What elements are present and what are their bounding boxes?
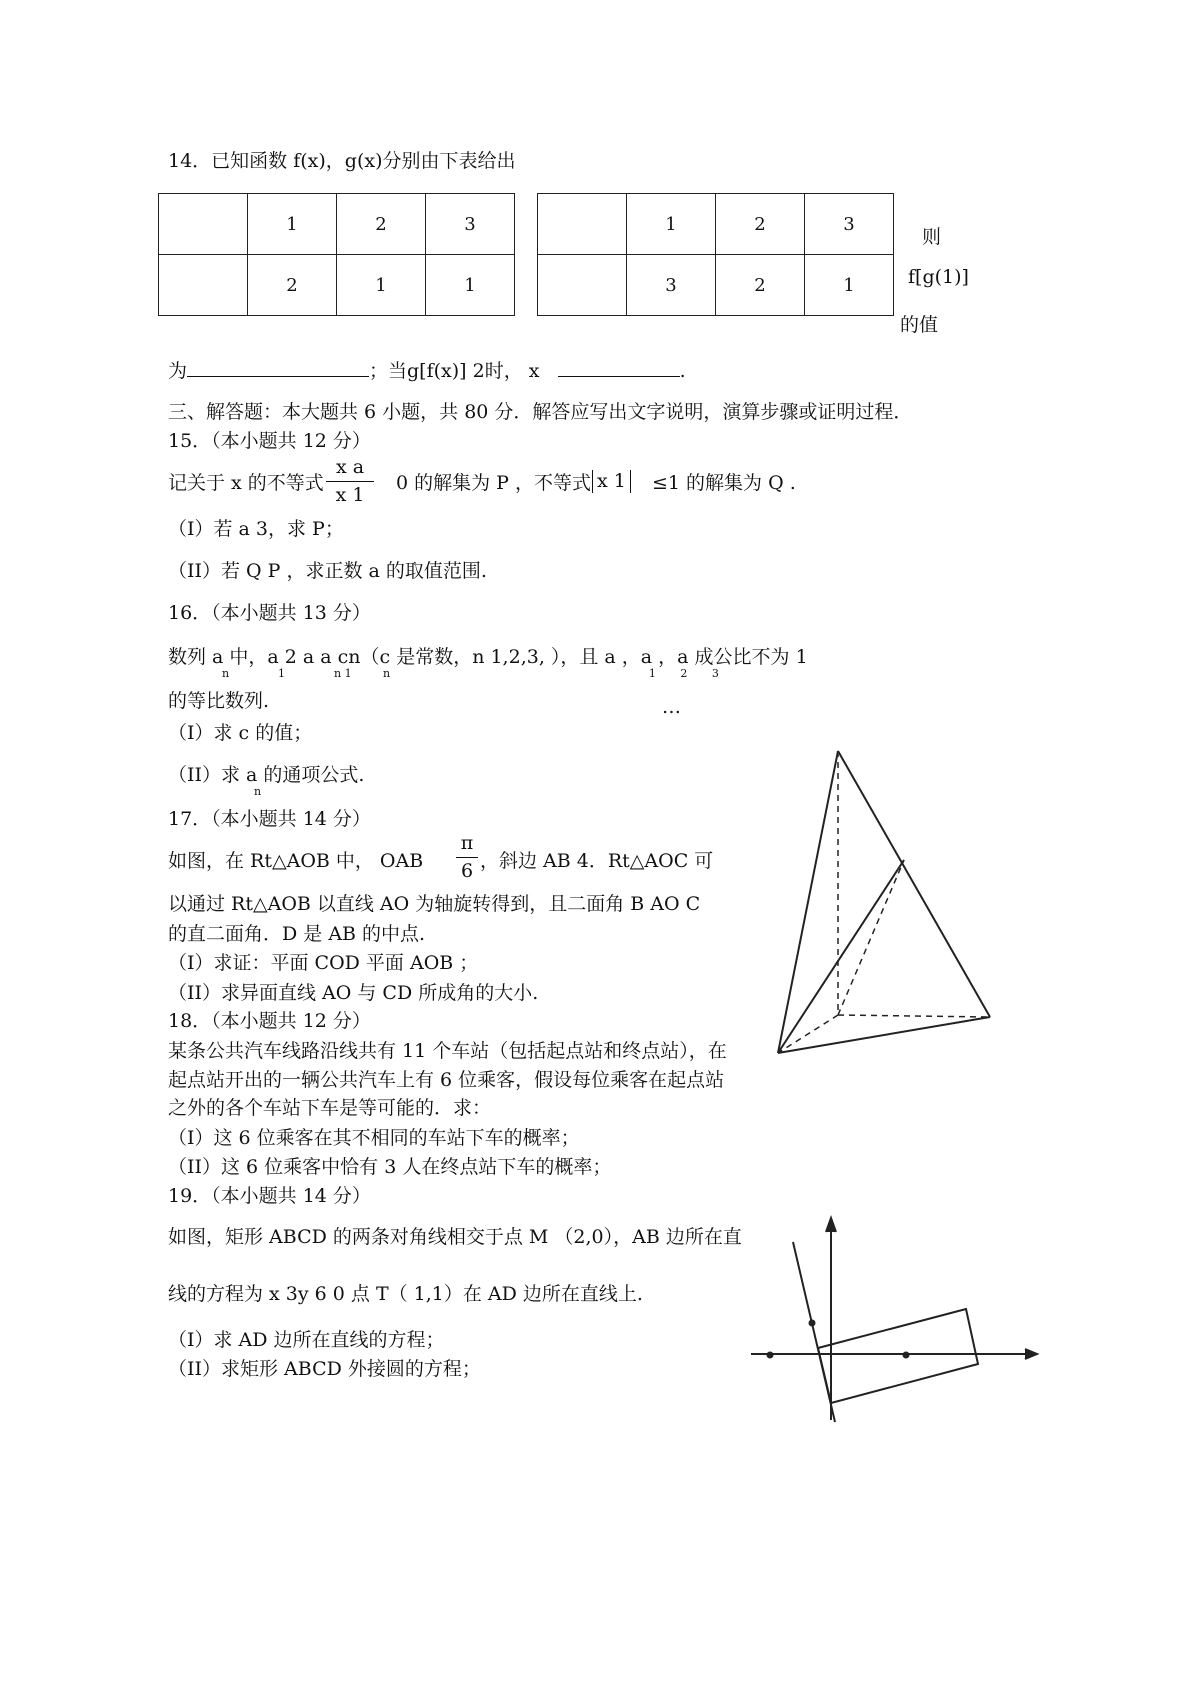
x-axis-arrow-icon — [1025, 1349, 1037, 1359]
y-axis-arrow-icon — [826, 1218, 836, 1232]
rectangle-shape — [818, 1309, 978, 1403]
table-cell: 1 — [805, 255, 894, 316]
q17-part2: （II）求异面直线 AO 与 CD 所成角的大小. — [168, 982, 539, 1004]
point-marker — [809, 1320, 816, 1327]
section-3-heading: 三、解答题：本大题共 6 小题，共 80 分．解答应写出文字说明，演算步骤或证明过程． — [168, 401, 913, 423]
q17-line3: 的直二面角．D 是 AB 的中点. — [168, 923, 426, 945]
q19-head: 19．（本小题共 14 分） — [168, 1185, 371, 1207]
q18-line1: 某条公共汽车线路沿线共有 11 个车站（包括起点站和终点站），在 — [168, 1040, 727, 1062]
q14-side-expr: f[g(1)] — [908, 266, 969, 288]
table-cell — [538, 194, 627, 255]
q14-side-dezhi: 的值 — [900, 314, 939, 336]
q15-fraction — [326, 458, 374, 505]
q17-line1-b: ，斜边 AB 4．Rt△AOC 可 — [480, 850, 714, 872]
q15-part2: （II）若 Q P ，求正数 a 的取值范围. — [168, 560, 487, 582]
table-cell: 1 — [426, 255, 515, 316]
table-g — [537, 193, 894, 316]
q17-pi-fraction — [456, 834, 478, 881]
q14-stem: 14．已知函数 f(x)，g(x)分别由下表给出 — [168, 150, 516, 172]
q14-end: . — [679, 360, 686, 382]
table-cell: 1 — [337, 255, 426, 316]
q16-part2: （II）求 a 的通项公式. — [168, 764, 365, 786]
q14-answer-line — [168, 358, 686, 381]
q16-ellipsis: … — [662, 696, 681, 718]
q18-part2: （II）这 6 位乘客中恰有 3 人在终点站下车的概率； — [168, 1156, 612, 1178]
table-cell: 2 — [716, 255, 805, 316]
q16-line1: 数列 a 中，a 2 a a cn（c 是常数，n 1,2,3, ），且 a ，a ，a 成公比不为 1 — [168, 646, 808, 668]
table-cell: 3 — [805, 194, 894, 255]
q14-wei: 为 — [168, 360, 188, 382]
q15-line1-b: 0 的解集为 P ，不等式 — [396, 472, 591, 494]
fraction-numerator: π — [460, 832, 474, 854]
table-cell — [538, 255, 627, 316]
q16-subscripts: n 1 n 1 n 1 2 3 — [222, 667, 719, 680]
q17-part1: （I）求证：平面 COD 平面 AOB ； — [168, 952, 479, 974]
table-cell: 3 — [426, 194, 515, 255]
q15-abs-expr: x 1 — [592, 470, 631, 493]
q19-line2: 线的方程为 x 3y 6 0 点 T（ 1,1）在 AD 边所在直线上. — [168, 1283, 643, 1305]
answer-blank-2[interactable] — [558, 358, 680, 377]
dashed-edge — [838, 860, 904, 1015]
q16-part1: （I）求 c 的值； — [168, 722, 313, 744]
table-cell: 3 — [627, 255, 716, 316]
fraction-numerator: x a — [335, 456, 365, 478]
dashed-edge — [838, 1015, 990, 1017]
q19-part1: （I）求 AD 边所在直线的方程； — [168, 1329, 445, 1351]
table-cell — [159, 194, 248, 255]
fraction-denominator: 6 — [460, 860, 474, 882]
q18-line2: 起点站开出的一辆公共汽车上有 6 位乘客，假设每位乘客在起点站 — [168, 1069, 725, 1091]
point-marker — [903, 1352, 910, 1359]
line-ad — [793, 1242, 835, 1422]
table-cell: 2 — [248, 255, 337, 316]
q15-part1: （I）若 a 3，求 P； — [168, 518, 344, 540]
q15-head: 15．（本小题共 12 分） — [168, 430, 371, 452]
point-marker — [767, 1352, 774, 1359]
edge-line — [838, 751, 990, 1017]
q19-line1: 如图，矩形 ABCD 的两条对角线相交于点 M （2,0），AB 边所在直 — [168, 1226, 742, 1248]
table-f — [158, 193, 515, 316]
q18-head: 18．（本小题共 12 分） — [168, 1010, 371, 1032]
q17-line2: 以通过 Rt△AOB 以直线 AO 为轴旋转得到，且二面角 B AO C — [168, 893, 701, 915]
table-cell: 2 — [337, 194, 426, 255]
q16-part2-sub: n — [254, 785, 262, 798]
q15-line1-c: ≤1 的解集为 Q . — [652, 472, 796, 494]
table-cell — [159, 255, 248, 316]
answer-blank-1[interactable] — [187, 358, 369, 377]
fraction-denominator: x 1 — [335, 484, 365, 506]
rectangle-axes-figure — [745, 1212, 1045, 1427]
q15-line1-a: 记关于 x 的不等式 — [168, 472, 324, 494]
tetrahedron-figure — [770, 745, 1000, 1060]
q16-head: 16．（本小题共 13 分） — [168, 602, 371, 624]
edge-line — [778, 1017, 990, 1053]
q14-mid: ；当g[f(x)] 2时， x — [369, 360, 540, 382]
q18-part1: （I）这 6 位乘客在其不相同的车站下车的概率； — [168, 1127, 580, 1149]
q14-side-ze: 则 — [922, 226, 942, 248]
table-cell: 1 — [627, 194, 716, 255]
q17-line1-a: 如图，在 Rt△AOB 中， OAB — [168, 850, 424, 872]
q16-line2: 的等比数列. — [168, 690, 270, 712]
q18-line3: 之外的各个车站下车是等可能的．求： — [168, 1097, 492, 1119]
table-cell: 2 — [716, 194, 805, 255]
q17-head: 17．（本小题共 14 分） — [168, 808, 371, 830]
q19-part2: （II）求矩形 ABCD 外接圆的方程； — [168, 1358, 481, 1380]
table-cell: 1 — [248, 194, 337, 255]
